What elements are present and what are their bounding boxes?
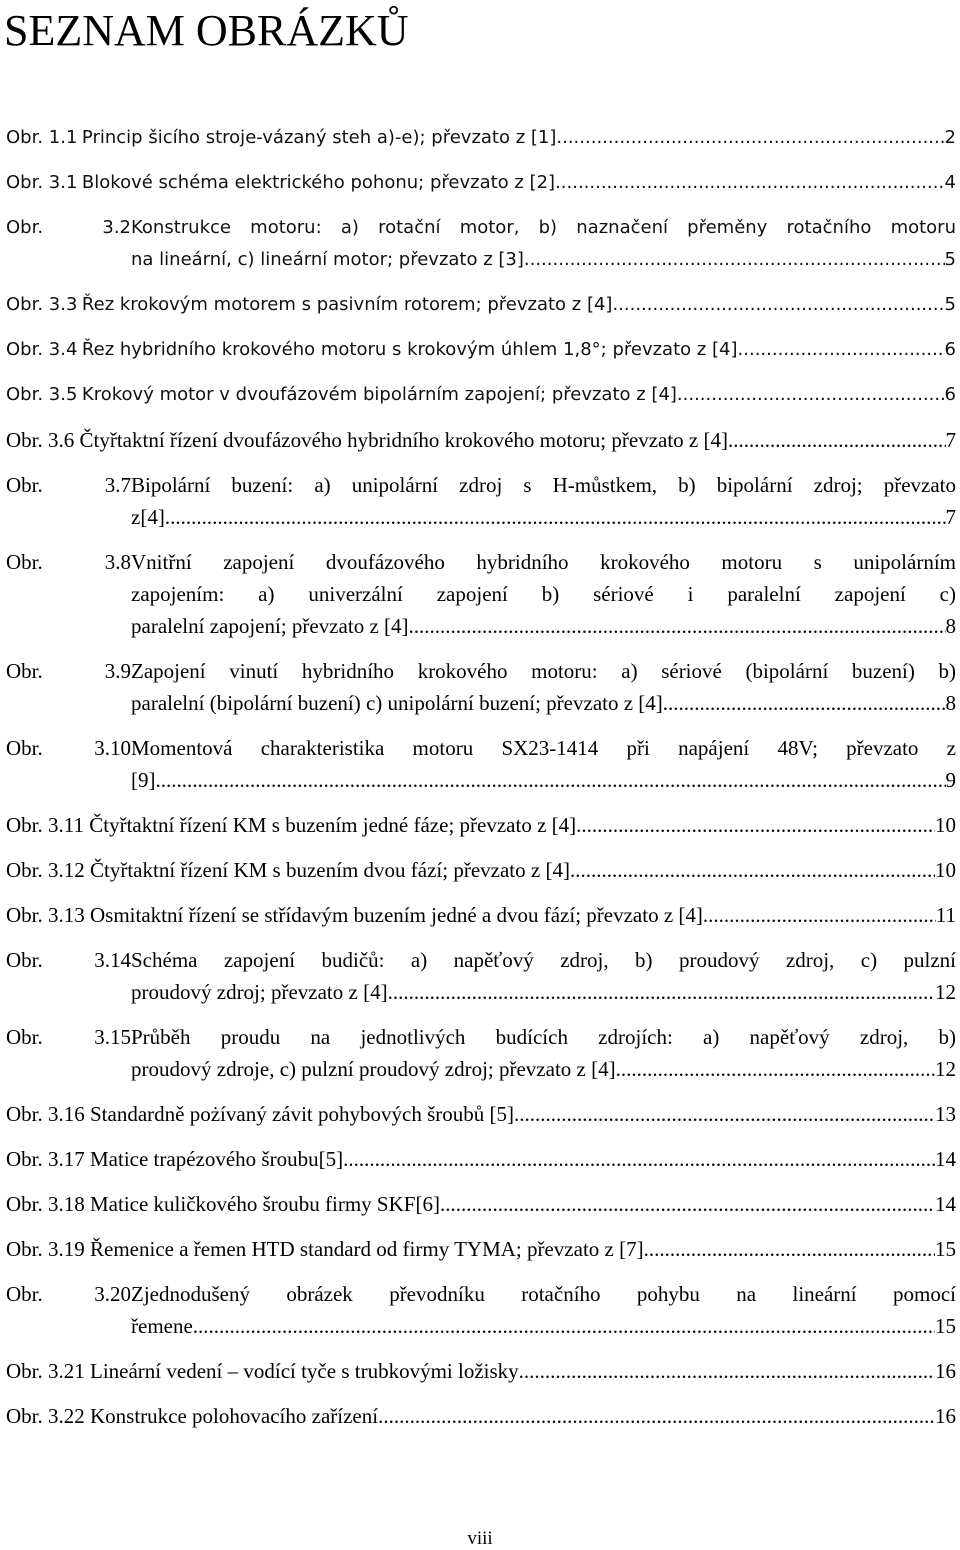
figure-caption: Lineární vedení – vodící tyče s trubkovými ložisky — [90, 1359, 519, 1383]
page-number: viii — [467, 1528, 493, 1549]
figure-entry[interactable] — [6, 122, 956, 154]
figure-page-number: 13 — [935, 1102, 956, 1126]
figure-caption-line: Schéma zapojení budičů: a) napěťový zdroj, b) proudový zdroj, c) pulzní — [131, 948, 956, 972]
figure-entry[interactable] — [6, 546, 956, 642]
figure-label: Obr. 3.20 — [6, 1282, 131, 1306]
figure-caption-line: Zjednodušený obrázek převodníku rotačního pohybu na lineární pomocí — [131, 1282, 956, 1306]
figure-page-number: 9 — [945, 768, 956, 792]
figure-page-number: 16 — [935, 1359, 956, 1383]
dot-leader — [440, 1188, 935, 1220]
figure-caption: Matice kuličkového šroubu firmy SKF[6] — [90, 1192, 440, 1216]
figure-list — [6, 122, 956, 1445]
figure-entry-line — [6, 546, 956, 578]
figure-label: Obr. 3.13 — [6, 903, 85, 927]
figure-entry-last-line — [6, 1098, 956, 1130]
dot-leader — [556, 122, 944, 154]
figure-entry-last-line — [6, 1233, 956, 1265]
figure-entry-line — [6, 732, 956, 764]
figure-entry[interactable] — [6, 1355, 956, 1387]
figure-label: Obr. 3.17 — [6, 1147, 85, 1171]
figure-label: Obr. 3.16 — [6, 1102, 85, 1126]
figure-entry[interactable] — [6, 424, 956, 456]
figure-entry[interactable] — [6, 1233, 956, 1265]
dot-leader — [555, 167, 944, 199]
figure-label: Obr. 3.4 — [6, 339, 78, 360]
figure-entry-last-line — [6, 899, 956, 931]
figure-entry[interactable] — [6, 655, 956, 719]
figure-page-number: 5 — [944, 294, 956, 315]
figure-entry-line — [6, 212, 956, 244]
figure-entry[interactable] — [6, 379, 956, 411]
figure-entry[interactable] — [6, 167, 956, 199]
figure-entry-last-line — [6, 167, 956, 199]
dot-leader — [524, 244, 945, 276]
figure-entry-last-line — [6, 334, 956, 366]
figure-label: Obr. 3.19 — [6, 1237, 85, 1261]
dot-leader — [198, 1310, 935, 1342]
figure-label: Obr. 1.1 — [6, 127, 78, 148]
figure-entry-last-line — [131, 610, 956, 642]
figure-caption: Matice trapézového šroubu[5] — [90, 1147, 344, 1171]
dot-leader — [519, 1355, 935, 1387]
dot-leader — [616, 1053, 935, 1085]
figure-entry-last-line — [6, 289, 956, 321]
dot-leader — [703, 899, 936, 931]
figure-entry-line: zapojením: a) univerzální zapojení b) sériové i paralelní zapojení c) — [131, 582, 956, 606]
figure-entry[interactable] — [6, 854, 956, 886]
figure-caption: Čtyřtaktní řízení dvoufázového hybridního krokového motoru; převzato z [4] — [79, 428, 728, 452]
figure-caption: z[4] — [131, 505, 165, 529]
figure-label: Obr. 3.22 — [6, 1404, 85, 1428]
figure-caption: Řez krokovým motorem s pasivním rotorem; převzato z [4] — [81, 294, 613, 315]
dot-leader — [343, 1143, 935, 1175]
figure-entry-last-line — [6, 424, 956, 456]
figure-entry-last-line — [131, 687, 956, 719]
figure-caption: Osmitaktní řízení se střídavým buzením jedné a dvou fází; převzato z [4] — [90, 903, 703, 927]
figure-caption: Krokový motor v dvoufázovém bipolárním zapojení; převzato z [4] — [81, 384, 677, 405]
figure-entry[interactable] — [6, 1098, 956, 1130]
figure-label: Obr. 3.18 — [6, 1192, 85, 1216]
figure-page-number: 2 — [944, 127, 956, 148]
figure-page-number: 8 — [945, 691, 956, 715]
figure-entry-line — [6, 944, 956, 976]
figure-page-number: 14 — [935, 1192, 956, 1216]
figure-entry[interactable] — [6, 1143, 956, 1175]
figure-label: Obr. 3.8 — [6, 550, 131, 574]
figure-entry-last-line — [6, 1400, 956, 1432]
figure-page-number: 10 — [935, 858, 956, 882]
dot-leader — [677, 379, 945, 411]
figure-page-number: 12 — [935, 980, 956, 1004]
figure-caption: Standardně pożívaný závit pohybových šroubů [5] — [90, 1102, 514, 1126]
figure-label: Obr. 3.2 — [6, 217, 131, 238]
figure-entry[interactable] — [6, 809, 956, 841]
dot-leader — [663, 687, 946, 719]
figure-label: Obr. 3.1 — [6, 172, 78, 193]
dot-leader — [514, 1098, 935, 1130]
figure-entry[interactable] — [6, 1278, 956, 1342]
figure-page-number: 7 — [945, 428, 956, 452]
figure-caption: Řemenice a řemen HTD standard od firmy TYMA; převzato z [7] — [90, 1237, 644, 1261]
figure-caption: Čtyřtaktní řízení KM s buzením dvou fází; převzato z [4] — [90, 858, 570, 882]
figure-caption-line: Zapojení vinutí hybridního krokového motoru: a) sériové (bipolární buzení) b) — [131, 659, 956, 683]
dot-leader — [409, 610, 946, 642]
dot-leader — [570, 854, 935, 886]
figure-entry[interactable] — [6, 289, 956, 321]
figure-entry-line — [6, 1278, 956, 1310]
figure-caption-line: Konstrukce motoru: a) rotační motor, b) naznačení přeměny rotačního motoru — [131, 217, 956, 238]
dot-leader — [728, 424, 946, 456]
figure-entry-last-line — [131, 976, 956, 1008]
figure-label: Obr. 3.3 — [6, 294, 78, 315]
figure-label: Obr. 3.11 — [6, 813, 84, 837]
figure-page-number: 5 — [944, 249, 956, 270]
figure-entry[interactable] — [6, 334, 956, 366]
figure-entry-line — [6, 655, 956, 687]
figure-caption-line: Průběh proudu na jednotlivých budících zdrojích: a) napěťový zdroj, b) — [131, 1025, 956, 1049]
dot-leader — [165, 501, 946, 533]
figure-entry[interactable] — [6, 1400, 956, 1432]
figure-caption: [9] — [131, 768, 156, 792]
figure-page-number: 7 — [945, 505, 956, 529]
figure-entry-last-line — [131, 1053, 956, 1085]
figure-page-number: 15 — [935, 1237, 956, 1261]
figure-entry-last-line — [6, 1188, 956, 1220]
figure-page-number: 15 — [935, 1314, 956, 1338]
dot-leader — [156, 764, 946, 796]
dot-leader — [378, 1400, 935, 1432]
figure-page-number: 11 — [935, 903, 956, 927]
figure-entry-line — [6, 469, 956, 501]
figure-label: Obr. 3.15 — [6, 1025, 131, 1049]
dot-leader — [388, 976, 935, 1008]
figure-caption: Blokové schéma elektrického pohonu; převzato z [2] — [81, 172, 556, 193]
figure-label: Obr. 3.21 — [6, 1359, 85, 1383]
figure-entry-line — [6, 1021, 956, 1053]
figure-label: Obr. 3.5 — [6, 384, 78, 405]
figure-label: Obr. 3.12 — [6, 858, 85, 882]
figure-caption: Princip šicího stroje-vázaný steh a)-e); převzato z [1] — [81, 127, 557, 148]
figure-entry[interactable] — [6, 732, 956, 796]
figure-caption: proudový zdroje, c) pulzní proudový zdroj; převzato z [4] — [131, 1057, 616, 1081]
figure-entry-last-line — [6, 1143, 956, 1175]
figure-label: Obr. 3.9 — [6, 659, 131, 683]
figure-caption: Čtyřtaktní řízení KM s buzením jedné fáze; převzato z [4] — [89, 813, 577, 837]
figure-entry-last-line — [6, 379, 956, 411]
dot-leader — [612, 289, 944, 321]
figure-caption: na lineární, c) lineární motor; převzato z [3] — [131, 249, 524, 270]
dot-leader — [644, 1233, 935, 1265]
figure-label: Obr. 3.6 — [6, 428, 75, 452]
figure-page-number: 8 — [945, 614, 956, 638]
dot-leader — [576, 809, 935, 841]
figure-entry[interactable] — [6, 1188, 956, 1220]
figure-entry-last-line — [131, 244, 956, 276]
figure-caption: paralelní (bipolární buzení) c) unipolární buzení; převzato z [4] — [131, 691, 663, 715]
figure-page-number: 4 — [944, 172, 956, 193]
figure-caption-line: Momentová charakteristika motoru SX23-1414 při napájení 48V; převzato z — [131, 736, 956, 760]
figure-entry[interactable] — [6, 899, 956, 931]
figure-entry-last-line — [131, 764, 956, 796]
dot-leader — [738, 334, 945, 366]
figure-entry[interactable] — [6, 469, 956, 533]
page-title: SEZNAM OBRÁZKŮ — [4, 6, 409, 55]
figure-caption-line: Vnitřní zapojení dvoufázového hybridního krokového motoru s unipolárním — [131, 550, 956, 574]
figure-entry-last-line — [6, 122, 956, 154]
figure-page-number: 10 — [935, 813, 956, 837]
figure-entry-last-line — [6, 1355, 956, 1387]
figure-entry[interactable] — [6, 212, 956, 276]
figure-caption: řemene. — [131, 1314, 199, 1338]
figure-entry-last-line — [131, 1310, 956, 1342]
figure-page-number: 14 — [935, 1147, 956, 1171]
figure-entry[interactable] — [6, 944, 956, 1008]
figure-caption: paralelní zapojení; převzato z [4] — [131, 614, 409, 638]
figure-label: Obr. 3.10 — [6, 736, 131, 760]
figure-entry[interactable] — [6, 1021, 956, 1085]
figure-page-number: 16 — [935, 1404, 956, 1428]
figure-page-number: 12 — [935, 1057, 956, 1081]
figure-caption: Konstrukce polohovacího zařízení — [90, 1404, 379, 1428]
figure-entry-last-line — [6, 809, 956, 841]
figure-label: Obr. 3.14 — [6, 948, 131, 972]
figure-caption-line: Bipolární buzení: a) unipolární zdroj s H-můstkem, b) bipolární zdroj; převzato — [131, 473, 956, 497]
figure-page-number: 6 — [944, 384, 956, 405]
figure-entry-last-line — [6, 854, 956, 886]
figure-label: Obr. 3.7 — [6, 473, 131, 497]
figure-page-number: 6 — [944, 339, 956, 360]
figure-caption: Řez hybridního krokového motoru s krokovým úhlem 1,8°; převzato z [4] — [81, 339, 738, 360]
figure-caption: proudový zdroj; převzato z [4] — [131, 980, 388, 1004]
figure-entry-last-line — [131, 501, 956, 533]
